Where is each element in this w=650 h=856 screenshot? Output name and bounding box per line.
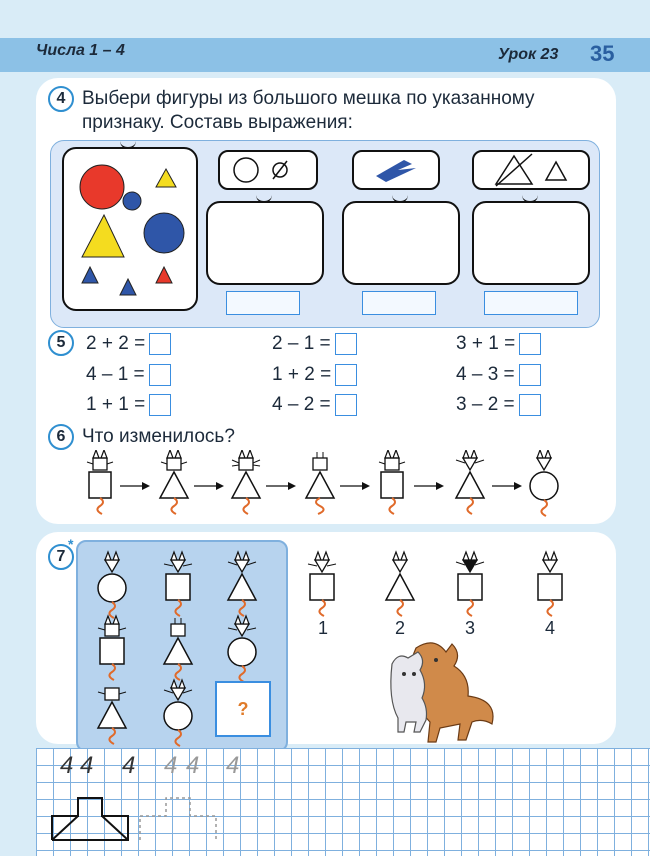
answer-box[interactable] [149,394,171,416]
answer-box[interactable] [519,394,541,416]
answer-box[interactable] [335,333,357,355]
task7-star: * [68,536,74,552]
blue-small-circle-icon [123,192,141,210]
cat-figure-icon [232,450,260,514]
option-3-figure-icon [456,552,484,616]
option-4-figure-icon [538,552,562,616]
sample-digit: 4 [80,752,94,779]
big-bag-shapes [64,149,196,309]
blue-small-triangle-icon [82,267,98,283]
equation: 2 – 1 = [272,333,357,355]
circle-shape-icon [234,158,258,182]
dog-and-cat-illustration [378,636,498,746]
sample-digit: 4 [60,752,74,779]
cat-figure-icon [456,450,484,514]
cat-figure-icon [98,688,126,744]
answer-box[interactable] [149,333,171,355]
option-2-figure-icon [386,552,414,616]
task4-instruction-line1: Выбери фигуры из большого мешка по указанному [82,88,535,109]
equation: 4 – 3 = [456,364,541,386]
answer-box[interactable] [519,364,541,386]
option-label-4[interactable]: 4 [545,618,556,638]
cat-figure-icon [164,552,192,616]
cat-figure-icon [87,450,113,514]
expression-slot-1[interactable] [226,291,300,315]
equation: 1 + 2 = [272,364,357,386]
equation: 3 + 1 = [456,333,541,355]
cat-figure-icon [306,452,334,514]
trace-digit: 4 [186,752,200,779]
page-number: 35 [590,41,615,66]
yellow-big-triangle-icon [82,215,124,257]
page-header [0,0,650,72]
expression-slot-3[interactable] [484,291,578,315]
red-small-triangle-icon [156,267,172,283]
criterion-box-not-triangle [472,150,590,190]
figure-sequence [70,450,590,520]
blue-small-triangle-icon [120,279,136,295]
option-1-figure-icon [308,552,336,616]
answer-options [290,544,580,624]
section-title: Числа 1 – 4 [36,42,125,59]
task7-number: 7 [48,544,74,570]
cat-figure-icon [228,552,256,616]
small-bag-2[interactable] [342,201,460,285]
task5-number: 5 [48,330,74,356]
cat-figure-icon [164,618,192,680]
option-label-3[interactable]: 3 [465,618,476,638]
small-bag-3[interactable] [472,201,590,285]
lesson-title: Урок 23 [498,46,559,63]
question-box[interactable]: ? [215,681,271,737]
task6-number: 6 [48,424,74,450]
option-label-2[interactable]: 2 [395,618,406,638]
blue-big-circle-icon [144,213,184,253]
answer-box[interactable] [149,364,171,386]
answer-box[interactable] [335,394,357,416]
equation: 4 – 1 = [86,364,171,386]
cat-figure-icon [160,450,188,514]
trace-digit: 4 [226,752,240,779]
cat-figure-icon [98,552,126,618]
trace-digit: 4 [164,752,178,779]
cat-figure-icon [98,616,126,680]
triangle-small-icon [546,162,566,180]
criterion-box-blue [352,150,440,190]
small-bag-1[interactable] [206,201,324,285]
red-circle-icon [80,165,124,209]
task4-instruction-line2: признаку. Составь выражения: [82,112,353,133]
expression-slot-2[interactable] [362,291,436,315]
cat-figure-icon [164,680,192,746]
blue-paint-icon [354,152,438,188]
sample-digit: 4 [122,752,136,779]
criterion-box-not-circle [218,150,318,190]
task6-question: Что изменилось? [82,426,235,447]
yellow-small-triangle-icon [156,169,176,187]
equation: 1 + 1 = [86,394,171,416]
answer-box[interactable] [335,364,357,386]
equation: 2 + 2 = [86,333,171,355]
equation: 4 – 2 = [272,394,357,416]
pattern-drawing [48,790,268,846]
equation: 3 – 2 = [456,394,541,416]
task4-number: 4 [48,86,74,112]
cat-figure-icon [530,450,558,516]
cat-figure-icon [379,450,405,514]
answer-box[interactable] [519,333,541,355]
big-bag [62,147,198,311]
cat-figure-icon [228,616,256,682]
option-label-1[interactable]: 1 [318,618,329,638]
